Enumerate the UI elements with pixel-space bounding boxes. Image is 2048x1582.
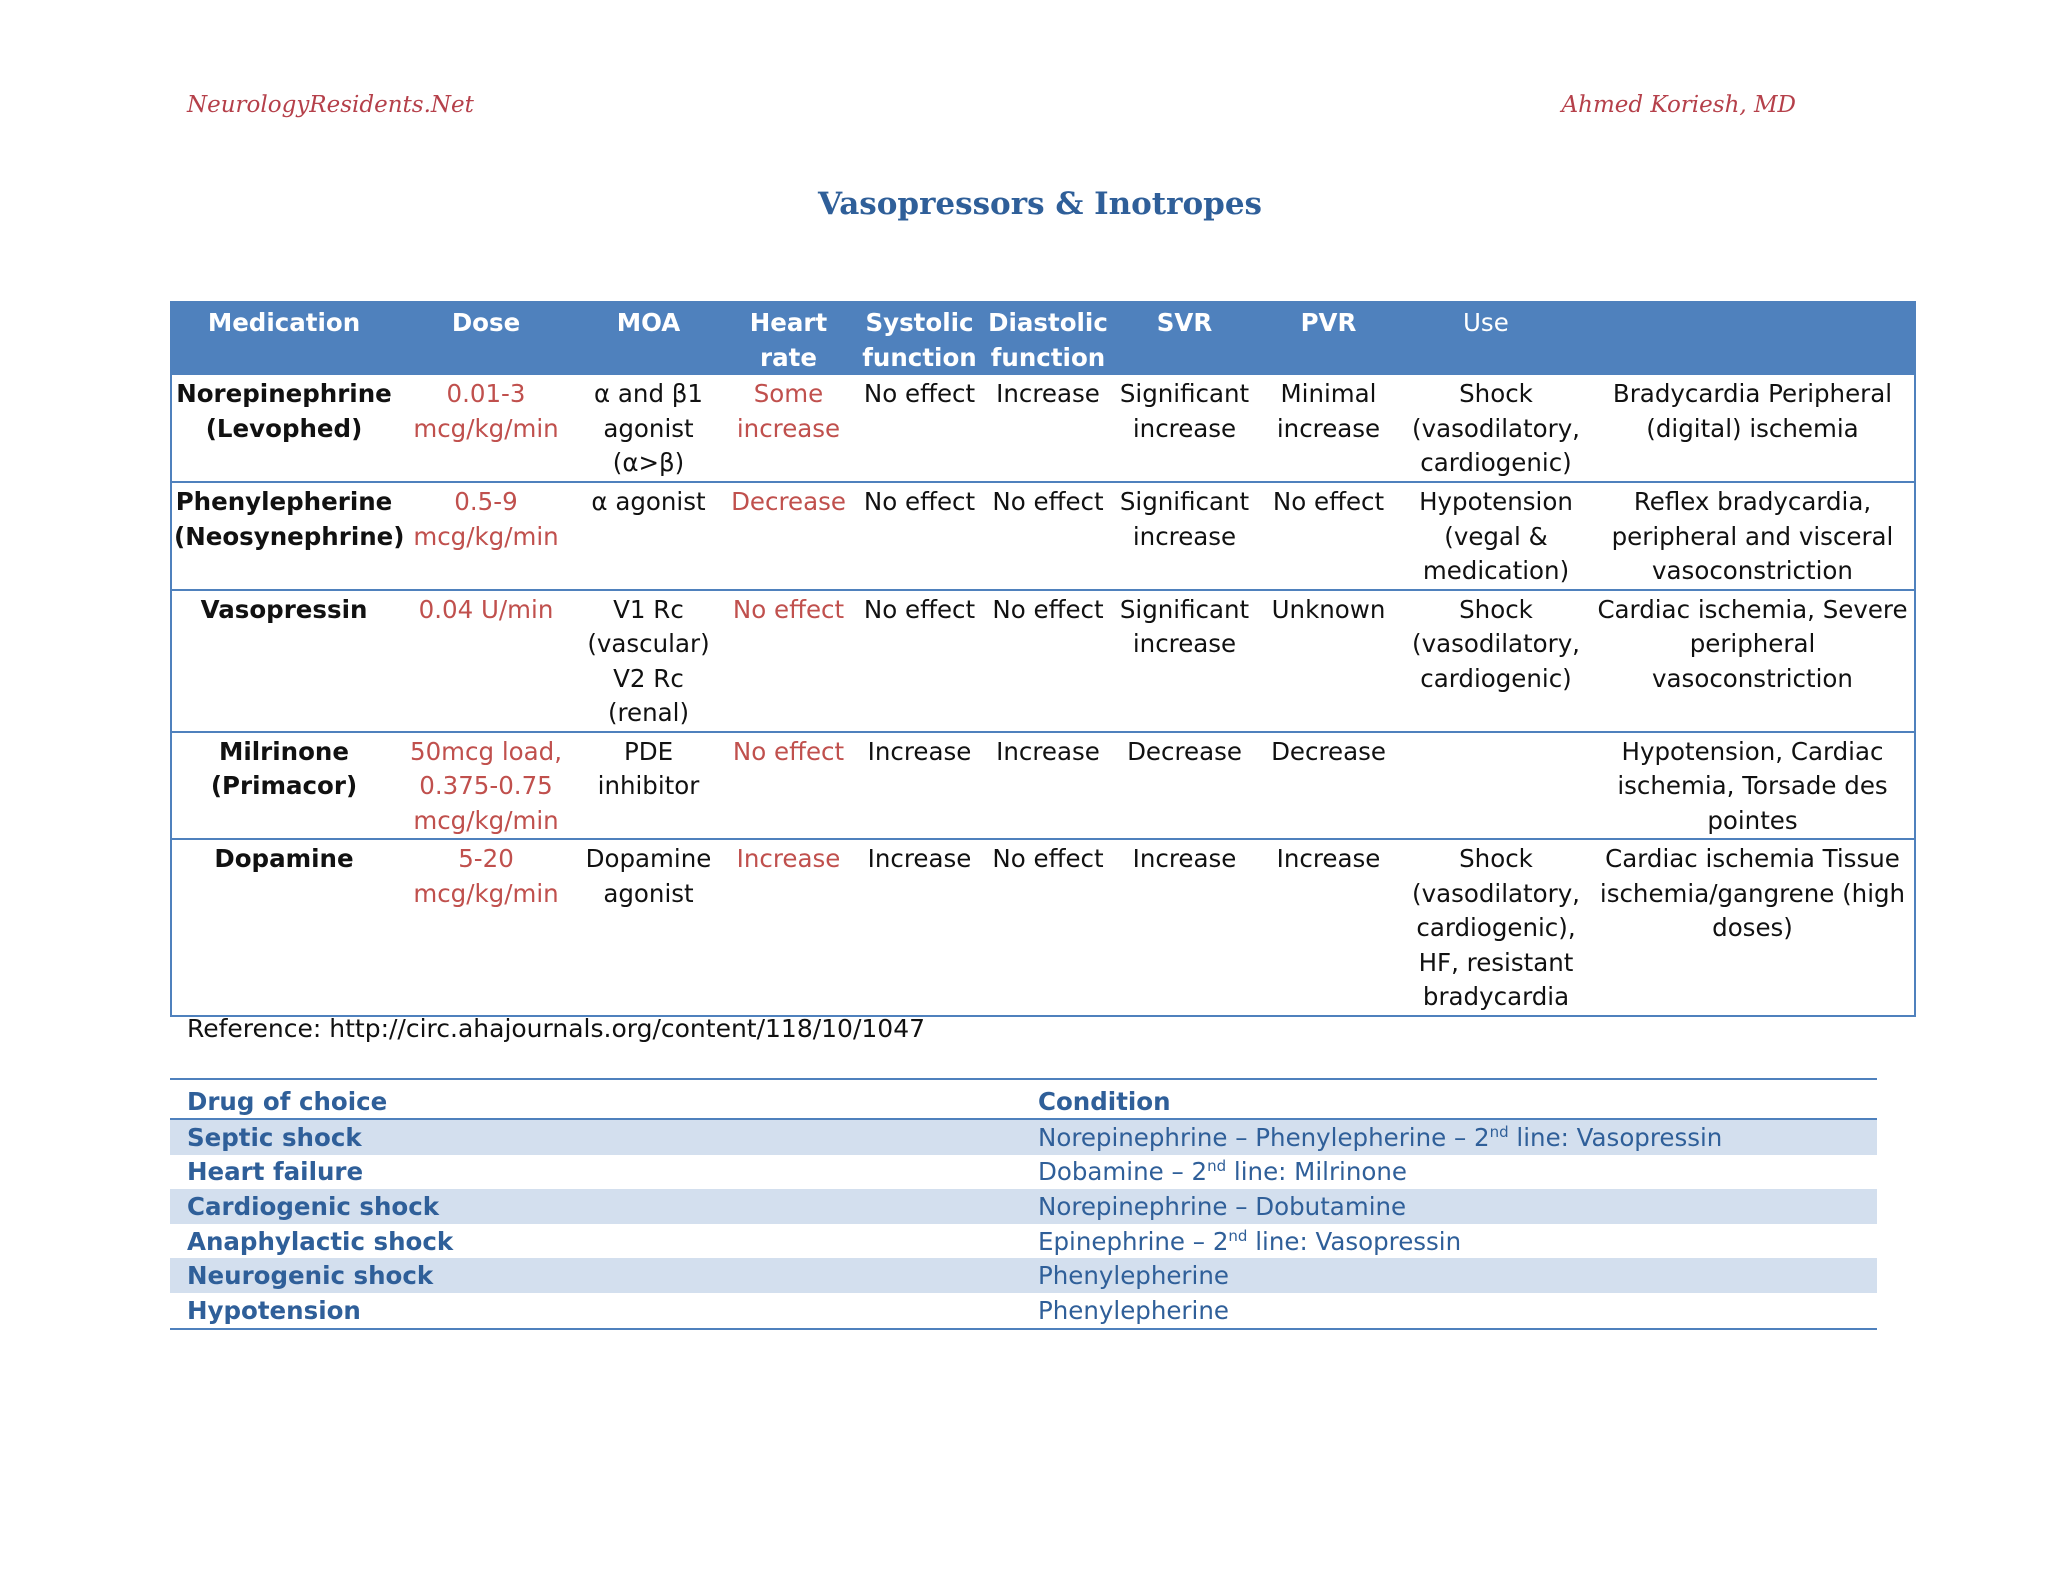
pvr-cell: Unknown (1256, 590, 1401, 732)
svr-cell: Decrease (1113, 732, 1256, 840)
drug-choice-text: Phenylepherine (1038, 1295, 1229, 1325)
use-cell: Shock (vasodilatory, cardiogenic) (1401, 590, 1591, 732)
systolic-cell: No effect (863, 379, 976, 408)
vasopressor-table (170, 301, 1916, 1017)
ordinal-suffix: nd (1228, 1226, 1248, 1245)
dose-cell: 50mcg load, 0.375-0.75 mcg/kg/min (396, 732, 576, 840)
author-name: Ahmed Koriesh, MD (1561, 92, 1796, 118)
table-row (170, 1293, 1877, 1329)
drug-choice-cell (1021, 1155, 1877, 1190)
systolic-cell: Increase (856, 732, 983, 840)
svr-cell: Significant increase (1113, 482, 1256, 590)
use-cell: Shock (vasodilatory, cardiogenic) (1412, 379, 1580, 477)
moa-cell: α and β1 agonist (α>β) (593, 379, 704, 477)
dose-cell: 0.04 U/min (396, 590, 576, 732)
table-row (171, 482, 1915, 590)
medication-cell: Norepinephrine (Levophed) (176, 379, 392, 443)
diastolic-cell: No effect (983, 482, 1113, 590)
diastolic-cell: No effect (983, 839, 1113, 1016)
column-header: Condition (1021, 1079, 1877, 1119)
medication-cell: Vasopressin (171, 590, 396, 732)
use-cell (1401, 732, 1591, 840)
site-name: NeurologyResidents.Net (187, 92, 474, 118)
heart-rate-cell: Decrease (721, 482, 856, 590)
drug-choice-text: line: Milrinone (1226, 1157, 1407, 1187)
diastolic-cell: Increase (996, 379, 1100, 408)
drug-choice-cell (1021, 1258, 1877, 1293)
column-header: Dose (396, 302, 576, 375)
drug-choice-text: line: Vasopressin (1247, 1226, 1462, 1256)
condition-name-cell: Anaphylactic shock (187, 1226, 454, 1256)
side-effects-cell: Reflex bradycardia, peripheral and visceral vasoconstriction (1591, 482, 1915, 590)
pvr-cell: Decrease (1256, 732, 1401, 840)
table-header-row (170, 1079, 1877, 1119)
moa-cell: V1 Rc (vascular) V2 Rc (renal) (576, 590, 721, 732)
table-row (170, 1189, 1877, 1224)
column-header: Systolic function (856, 302, 983, 375)
side-effects-cell: Cardiac ischemia Tissue ischemia/gangrene (high doses) (1591, 839, 1915, 1016)
heart-rate-cell: Increase (721, 839, 856, 1016)
dose-cell: 0.01-3 mcg/kg/min (413, 379, 559, 443)
table-row (171, 732, 1915, 840)
drug-choice-text: Epinephrine – 2 (1038, 1226, 1229, 1256)
column-header: PVR (1256, 302, 1401, 375)
heart-rate-cell: Some increase (736, 379, 841, 443)
use-cell: Hypotension (vegal & medication) (1401, 482, 1591, 590)
reference-text: Reference: http://circ.ahajournals.org/content/118/10/1047 (187, 1014, 926, 1043)
pvr-cell: Increase (1256, 839, 1401, 1016)
drug-choice-cell (1021, 1293, 1877, 1329)
drug-of-choice-table (170, 1078, 1877, 1330)
column-header: Heart rate (721, 302, 856, 375)
use-cell: Shock (vasodilatory, cardiogenic), HF, resistant bradycardia (1401, 839, 1591, 1016)
ordinal-suffix: nd (1207, 1157, 1227, 1176)
table-row (170, 1258, 1877, 1293)
drug-choice-cell (1021, 1224, 1877, 1259)
drug-choice-cell (1021, 1189, 1877, 1224)
column-header: Medication (171, 302, 396, 375)
systolic-cell: Increase (856, 839, 983, 1016)
table-row (170, 1155, 1877, 1190)
side-effects-cell: Cardiac ischemia, Severe peripheral vasoconstriction (1591, 590, 1915, 732)
diastolic-cell: No effect (983, 590, 1113, 732)
moa-cell: PDE inhibitor (576, 732, 721, 840)
svr-cell: Increase (1113, 839, 1256, 1016)
moa-cell: α agonist (576, 482, 721, 590)
column-header: SVR (1113, 302, 1256, 375)
page-title: Vasopressors & Inotropes (818, 186, 1262, 222)
drug-choice-text: line: Vasopressin (1508, 1122, 1723, 1152)
table-row (171, 590, 1915, 732)
systolic-cell: No effect (856, 482, 983, 590)
drug-choice-text: Phenylepherine (1038, 1261, 1229, 1291)
systolic-cell: No effect (856, 590, 983, 732)
svr-cell: Significant increase (1113, 590, 1256, 732)
medication-cell: Milrinone (Primacor) (171, 732, 396, 840)
heart-rate-cell: No effect (721, 590, 856, 732)
condition-name-cell: Septic shock (170, 1119, 1021, 1155)
heart-rate-cell: No effect (721, 732, 856, 840)
side-effects-cell: Bradycardia Peripheral (digital) ischemia (1612, 379, 1893, 443)
drug-choice-cell (1021, 1119, 1877, 1155)
table-row (170, 1119, 1877, 1155)
drug-choice-text: Norepinephrine – Phenylepherine – 2 (1038, 1122, 1490, 1152)
table-header-row (171, 302, 1915, 375)
condition-name-cell: Neurogenic shock (170, 1258, 1021, 1293)
drug-choice-text: Norepinephrine – Dobutamine (1038, 1192, 1407, 1222)
diastolic-cell: Increase (983, 732, 1113, 840)
pvr-cell: Minimal increase (1276, 379, 1381, 443)
drug-choice-text: Dobamine – 2 (1038, 1157, 1208, 1187)
column-header: Drug of choice (170, 1079, 1021, 1119)
dose-cell: 0.5-9 mcg/kg/min (396, 482, 576, 590)
medication-cell: Phenylepherine (Neosynephrine) (171, 482, 396, 590)
condition-name-cell: Cardiogenic shock (170, 1189, 1021, 1224)
column-header: Diastolic function (983, 302, 1113, 375)
column-header: MOA (576, 302, 721, 375)
pvr-cell: No effect (1256, 482, 1401, 590)
condition-name-cell: Hypotension (187, 1295, 361, 1325)
dose-cell: 5-20 mcg/kg/min (396, 839, 576, 1016)
ordinal-suffix: nd (1489, 1122, 1509, 1141)
condition-name-cell: Heart failure (187, 1157, 364, 1187)
table-row (171, 839, 1915, 1016)
medication-cell: Dopamine (171, 839, 396, 1016)
table-row (171, 375, 1915, 482)
svr-cell: Significant increase (1119, 379, 1250, 443)
side-effects-cell: Hypotension, Cardiac ischemia, Torsade des pointes (1591, 732, 1915, 840)
table-row (170, 1224, 1877, 1259)
column-header: Use (1401, 302, 1915, 375)
moa-cell: Dopamine agonist (576, 839, 721, 1016)
